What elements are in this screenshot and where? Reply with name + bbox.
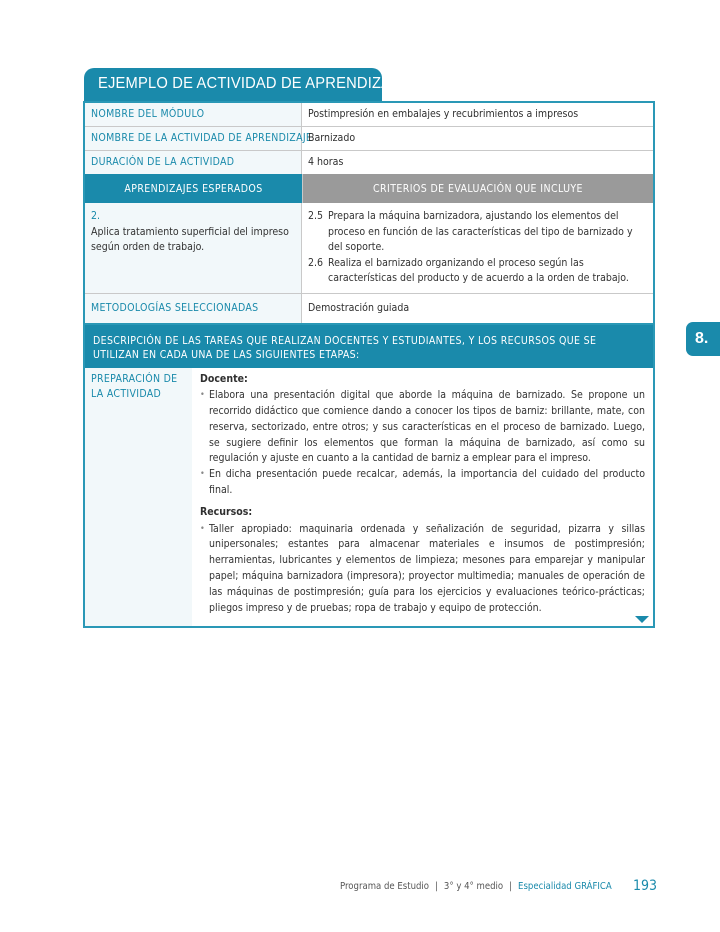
page-footer bbox=[340, 878, 660, 894]
criterion-text: Realiza el barnizado organizando el proceso según las características del producto y de acuerdo a la orden de trabajo. bbox=[328, 256, 629, 284]
recursos-item-text: Taller apropiado: maquinaria ordenada y señalización de seguridad, pizarra y sillas unipersonales; estantes para almacenar materiales e insumos de postimpresión; herramientas, lubricantes y elementos de limpieza; mesones para emparejar y manipular papel; máquina barnizadora (impresora); proyector multimedia; manuales de operación de las máquinas de postimpresión; guía para los ejercicios y evaluaciones teórico-prácticas; pliegos impreso y de pruebas; ropa de trabajo y equipo de protección. bbox=[209, 522, 645, 614]
footer-level: 3° y 4° medio bbox=[443, 880, 504, 892]
stage-label: PREPARACIÓN DE LA ACTIVIDAD bbox=[85, 368, 192, 627]
info-label: NOMBRE DE LA ACTIVIDAD DE APRENDIZAJE bbox=[85, 127, 302, 150]
docente-heading: Docente: bbox=[200, 372, 248, 385]
footer-separator: | bbox=[435, 880, 438, 892]
bullet-icon: • bbox=[200, 523, 205, 534]
stage-content bbox=[192, 368, 653, 627]
learning-outcome-number: 2. bbox=[91, 210, 101, 222]
info-value: Barnizado bbox=[308, 132, 356, 144]
activity-title-tab bbox=[84, 68, 409, 102]
learning-outcome-text: Aplica tratamiento superficial del impreso según orden de trabajo. bbox=[91, 225, 289, 253]
footer-program: Programa de Estudio bbox=[340, 880, 430, 892]
description-bar: DESCRIPCIÓN DE LAS TAREAS QUE REALIZAN DOCENTES Y ESTUDIANTES, Y LOS RECURSOS QUE SE UTILIZAN EN CADA UNA DE LAS SIGUIENTES ETAPAS: bbox=[85, 323, 653, 368]
info-value: Postimpresión en embalajes y recubrimientos a impresos bbox=[308, 108, 579, 120]
learning-outcome bbox=[85, 203, 302, 293]
criterion-text: Prepara la máquina barnizadora, ajustando los elementos del proceso en función de las características del tipo de barnizado y del soporte. bbox=[328, 210, 633, 253]
info-row-duration bbox=[85, 151, 653, 174]
methodology-label: METODOLOGÍAS SELECCIONADAS bbox=[85, 294, 302, 323]
activity-table bbox=[83, 101, 655, 628]
footer-separator: | bbox=[509, 880, 513, 892]
info-value: 4 horas bbox=[308, 156, 344, 168]
page-number: 193 bbox=[632, 878, 657, 894]
stage-preparation bbox=[85, 368, 653, 627]
learning-outcome-row bbox=[85, 203, 653, 294]
docente-item-text: En dicha presentación puede recalcar, además, la importancia del cuidado del producto final. bbox=[209, 468, 645, 497]
methodology-value: Demostración guiada bbox=[308, 301, 410, 314]
bullet-icon: • bbox=[200, 469, 205, 480]
header-criterios: CRITERIOS DE EVALUACIÓN QUE INCLUYE bbox=[302, 174, 653, 203]
criterion-number: 2.5 bbox=[308, 210, 324, 222]
criteria-list bbox=[302, 203, 653, 293]
info-label: DURACIÓN DE LA ACTIVIDAD bbox=[85, 151, 302, 174]
criterion-item bbox=[308, 209, 647, 256]
docente-item-text: Elabora una presentación digital que aborde la máquina de barnizado. Se propone un recorrido didáctico que comience dando a conocer los tipos de barniz: brillante, mate, con reserva, sectorizado, entre otros; y sus características en el proceso de barnizado. Luego, se sugiere definir los elementos que forman la máquina de barnizado, así como su regulación y ajuste en cuanto a la cantidad de barniz a emplear para el impreso. bbox=[209, 389, 645, 465]
info-row-module bbox=[85, 103, 653, 127]
footer-specialty: Especialidad GRÁFICA bbox=[518, 880, 612, 892]
header-aprendizajes: APRENDIZAJES ESPERADOS bbox=[85, 174, 302, 203]
info-row-activity bbox=[85, 127, 653, 151]
bullet-icon: • bbox=[200, 390, 205, 401]
continued-arrow-icon bbox=[635, 616, 649, 623]
docente-item bbox=[200, 467, 645, 499]
criterion-number: 2.6 bbox=[308, 256, 324, 269]
chapter-badge: 8. bbox=[686, 322, 720, 356]
docente-item bbox=[200, 388, 645, 467]
recursos-item bbox=[200, 522, 645, 617]
section-header-row bbox=[85, 174, 653, 203]
criterion-item bbox=[308, 256, 647, 287]
methodology-row bbox=[85, 294, 653, 323]
recursos-heading: Recursos: bbox=[200, 505, 253, 518]
activity-title: EJEMPLO DE ACTIVIDAD DE APRENDIZAJE bbox=[98, 75, 409, 92]
info-label: NOMBRE DEL MÓDULO bbox=[85, 103, 302, 126]
